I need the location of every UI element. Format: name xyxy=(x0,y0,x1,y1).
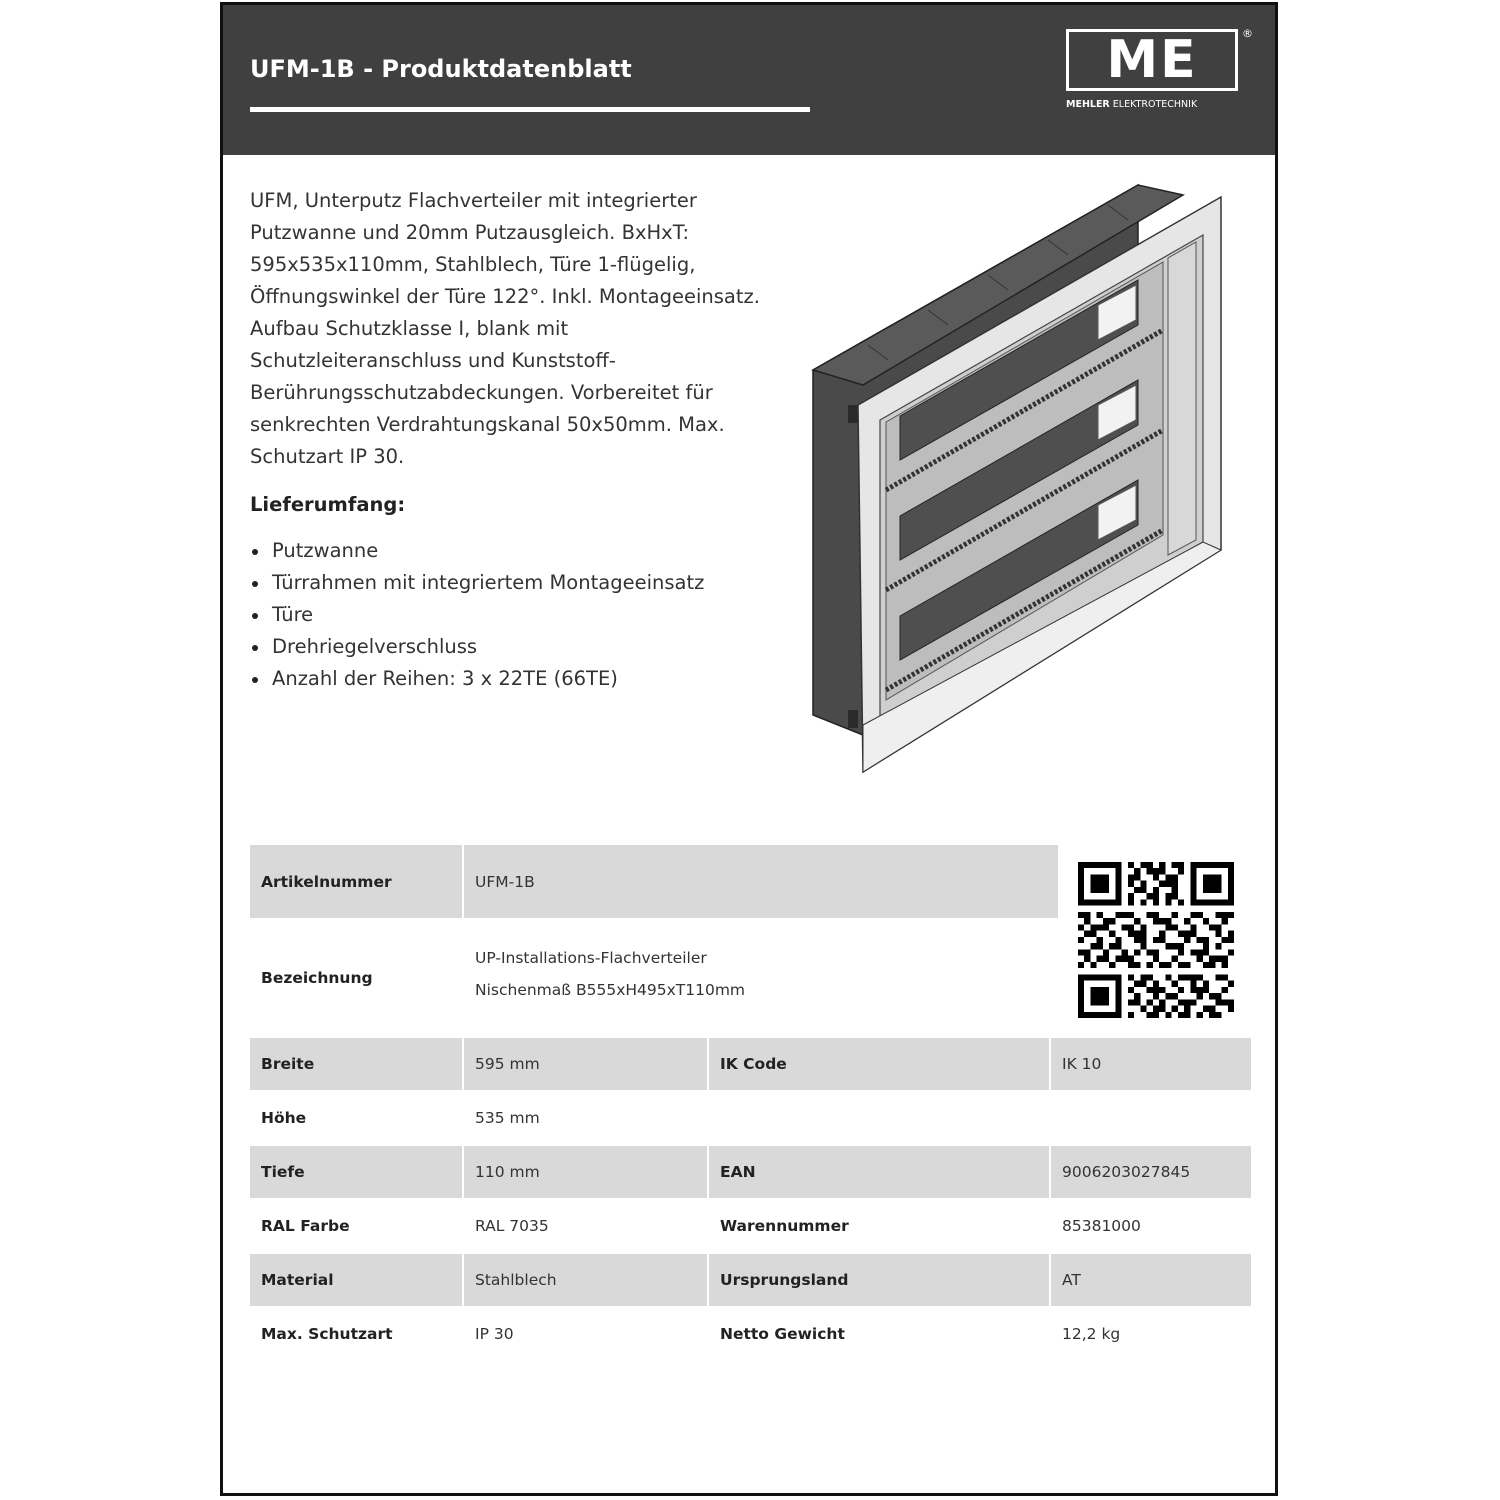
value-tiefe: 110 mm xyxy=(464,1146,707,1198)
label-tiefe: Tiefe xyxy=(250,1146,462,1198)
value-warennummer: 85381000 xyxy=(1062,1217,1141,1235)
label-breite: Breite xyxy=(250,1038,462,1090)
registered-mark: ® xyxy=(1242,27,1253,40)
logo-letters: ME xyxy=(1106,30,1198,90)
value-breite: 595 mm xyxy=(464,1038,707,1090)
label-material: Material xyxy=(250,1254,462,1306)
scope-list xyxy=(250,535,704,695)
qr-code xyxy=(1078,862,1234,1018)
value-bezeichnung xyxy=(464,920,1058,1036)
value-material: Stahlblech xyxy=(464,1254,707,1306)
logo-brand-suffix: ELEKTROTECHNIK xyxy=(1112,99,1198,110)
scope-heading: Lieferumfang: xyxy=(250,493,406,516)
label-bezeichnung: Bezeichnung xyxy=(261,969,373,987)
label-ean: EAN xyxy=(709,1146,1049,1198)
label-ral-farbe: RAL Farbe xyxy=(261,1217,350,1235)
value-artikelnummer: UFM-1B xyxy=(464,845,1058,918)
label-schutzart: Max. Schutzart xyxy=(261,1325,393,1343)
value-ik-code: IK 10 xyxy=(1051,1038,1251,1090)
header-bar xyxy=(223,5,1275,155)
label-netto-gewicht: Netto Gewicht xyxy=(720,1325,845,1343)
scope-item: Türrahmen mit integriertem Montageeinsatz xyxy=(250,567,704,599)
page-title: UFM-1B - Produktdatenblatt xyxy=(250,55,632,83)
title-underline xyxy=(250,107,810,112)
logo-subtitle xyxy=(1066,99,1241,110)
value-hoehe: 535 mm xyxy=(475,1109,540,1127)
bezeichnung-line2: Nischenmaß B555xH495xT110mm xyxy=(475,981,746,999)
scope-item: Putzwanne xyxy=(250,535,704,567)
logo-brand: MEHLER xyxy=(1066,99,1110,110)
value-ean: 9006203027845 xyxy=(1051,1146,1251,1198)
label-artikelnummer: Artikelnummer xyxy=(250,845,462,918)
value-ral-farbe: RAL 7035 xyxy=(475,1217,549,1235)
datasheet-page xyxy=(220,2,1278,1496)
value-netto-gewicht: 12,2 kg xyxy=(1062,1325,1121,1343)
product-image xyxy=(808,180,1228,780)
bezeichnung-line1: UP-Installations-Flachverteiler xyxy=(475,949,707,967)
logo-box xyxy=(1066,29,1238,91)
value-ursprungsland: AT xyxy=(1051,1254,1251,1306)
mehler-logo xyxy=(1066,27,1253,115)
label-warennummer: Warennummer xyxy=(720,1217,849,1235)
label-ursprungsland: Ursprungsland xyxy=(709,1254,1049,1306)
scope-item: Anzahl der Reihen: 3 x 22TE (66TE) xyxy=(250,663,704,695)
value-schutzart: IP 30 xyxy=(475,1325,514,1343)
label-ik-code: IK Code xyxy=(709,1038,1049,1090)
product-description: UFM, Unterputz Flachverteiler mit integrierter Putzwanne und 20mm Putzausgleich. BxHxT: 595x535x110mm, Stahlblech, Türe 1-flügelig, Öffnungswinkel der Türe 122°. Inkl. Montageeinsatz. Aufbau Schutzklasse I, blank mit Schutzleiteranschluss und Kunststoff-Berührungsschutzabdeckungen. Vorbereitet für senkrechten Verdrahtungskanal 50x50mm. Max. Schutzart IP 30. xyxy=(250,189,760,468)
label-hoehe: Höhe xyxy=(261,1109,307,1127)
scope-item: Türe xyxy=(250,599,704,631)
scope-item: Drehriegelverschluss xyxy=(250,631,704,663)
